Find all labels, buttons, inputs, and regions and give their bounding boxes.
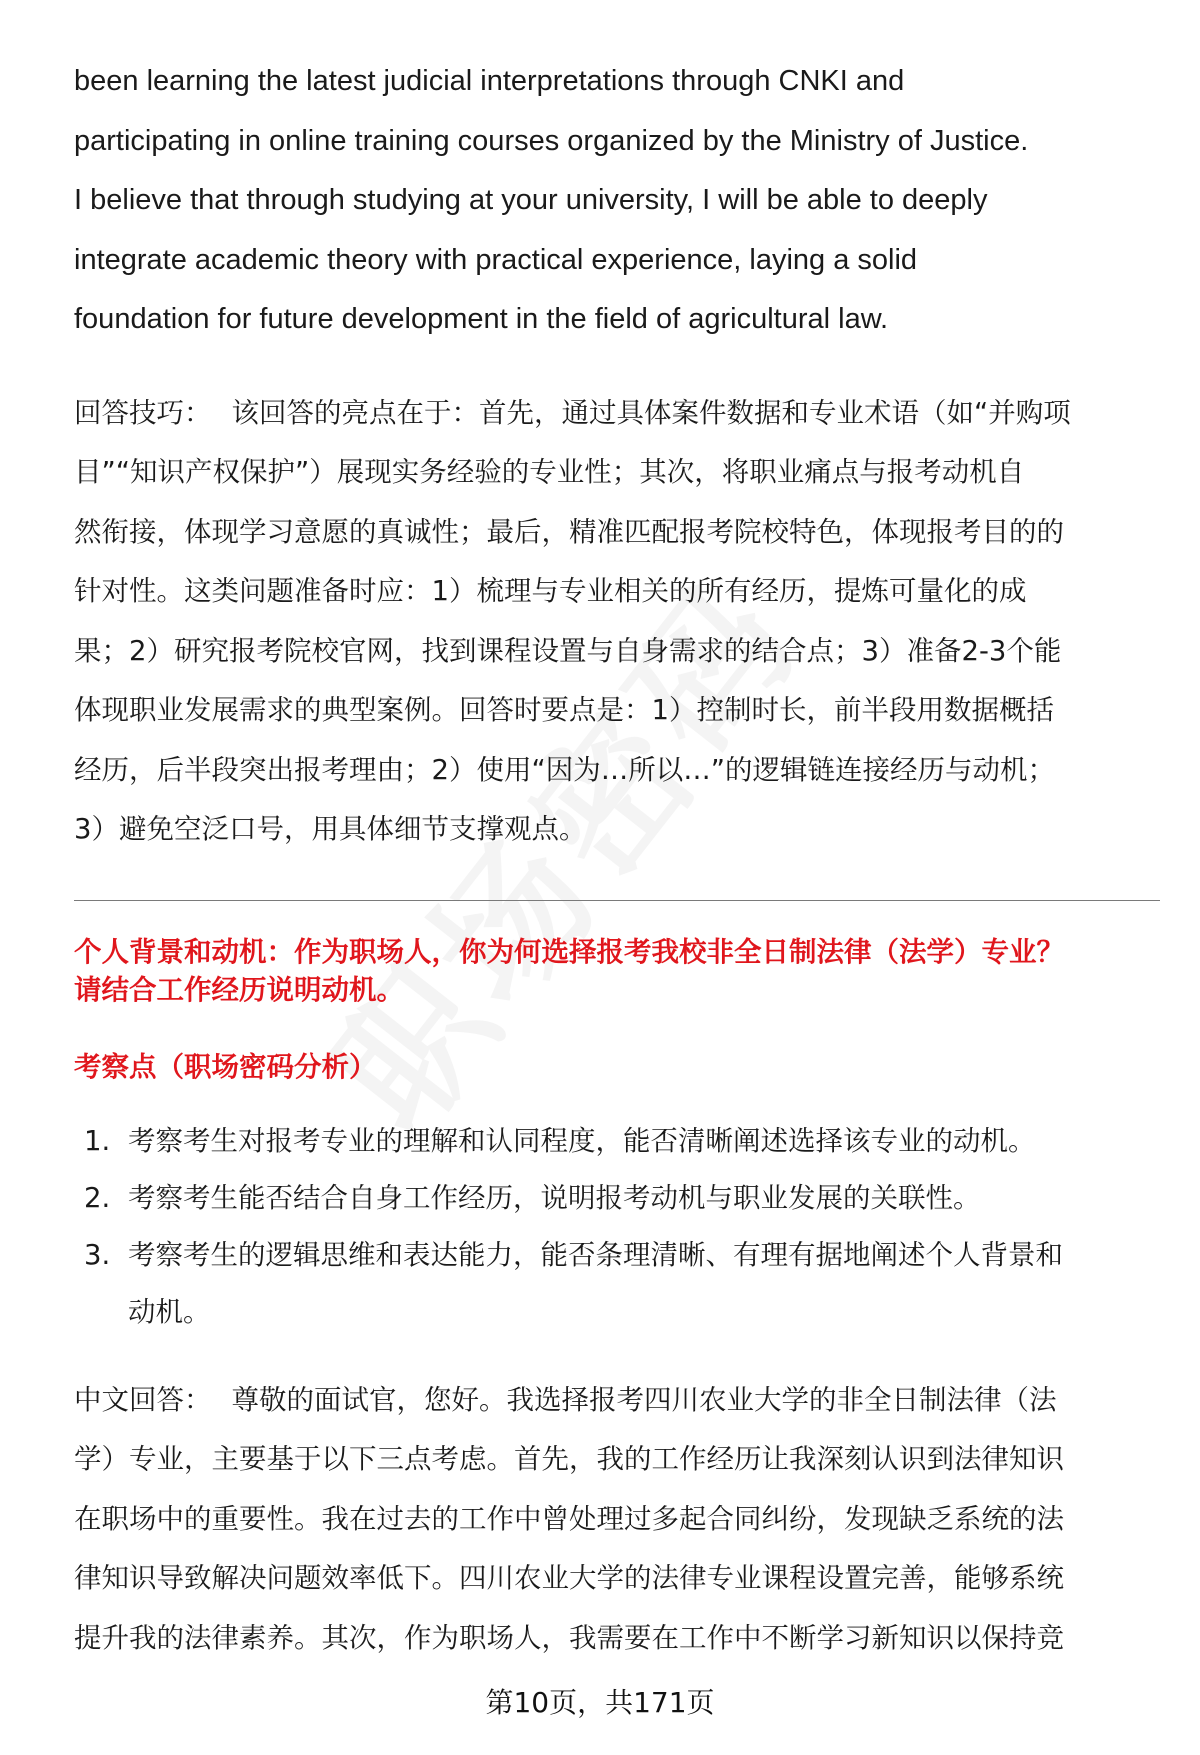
list-number: 3.	[84, 1238, 111, 1271]
intro-line: foundation for future development in the field of agricultural law.	[74, 303, 889, 335]
tip-line: 经历，后半段突出报考理由；2）使用“因为…所以…”的逻辑链连接经历与动机；	[74, 753, 1055, 786]
document-page	[74, 52, 1160, 1668]
question-heading	[74, 933, 1160, 1009]
answer-label: 中文回答：	[74, 1383, 212, 1416]
intro-line: integrate academic theory with practical experience, laying a solid	[74, 243, 918, 276]
answer-line	[74, 1371, 1160, 1431]
intro-line: I believe that through studying at your university, I will be able to deeply	[74, 184, 988, 216]
chinese-answer-paragraph	[74, 1371, 1160, 1669]
page-number: 第10页，共171页	[485, 1686, 715, 1719]
answer-tip-paragraph	[74, 384, 1160, 860]
list-item	[74, 1113, 1160, 1170]
tip-text: 该回答的亮点在于：首先，通过具体案件数据和专业术语（如“并购项	[231, 396, 1071, 429]
list-item	[74, 1227, 1160, 1341]
tip-line: 针对性。这类问题准备时应：1）梳理与专业相关的所有经历，提炼可量化的成	[74, 575, 1027, 607]
tip-label: 回答技巧：	[74, 396, 212, 429]
list-number: 1.	[84, 1124, 111, 1157]
intro-paragraph	[74, 52, 1160, 350]
answer-line: 学）专业，主要基于以下三点考虑。首先，我的工作经历让我深刻认识到法律知识	[74, 1443, 1064, 1475]
question-line: 个人背景和动机：作为职场人，你为何选择报考我校非全日制法律（法学）专业？	[74, 935, 1064, 968]
intro-line: participating in online training courses organized by the Ministry of Justice.	[74, 124, 1029, 157]
tip-line	[74, 384, 1160, 444]
question-line: 请结合工作经历说明动机。	[74, 973, 404, 1006]
answer-text: 尊敬的面试官，您好。我选择报考四川农业大学的非全日制法律（法	[231, 1383, 1057, 1416]
list-item-text: 考察考生对报考专业的理解和认同程度，能否清晰阐述选择该专业的动机。	[128, 1124, 1036, 1157]
analysis-list	[74, 1113, 1160, 1341]
list-number: 2.	[84, 1181, 111, 1214]
tip-line: 体现职业发展需求的典型案例。回答时要点是：1）控制时长，前半段用数据概括	[74, 694, 1054, 726]
intro-line: been learning the latest judicial interpretations through CNKI and	[74, 65, 905, 97]
answer-line: 提升我的法律素养。其次，作为职场人，我需要在工作中不断学习新知识以保持竞	[74, 1621, 1064, 1654]
list-item-text: 考察考生能否结合自身工作经历，说明报考动机与职业发展的关联性。	[128, 1181, 981, 1214]
list-item-text: 考察考生的逻辑思维和表达能力，能否条理清晰、有理有据地阐述个人背景和	[128, 1238, 1063, 1271]
answer-line: 在职场中的重要性。我在过去的工作中曾处理过多起合同纠纷，发现缺乏系统的法	[74, 1502, 1064, 1535]
analysis-heading: 考察点（职场密码分析）	[74, 1050, 377, 1083]
tip-line: 然衔接，体现学习意愿的真诚性；最后，精准匹配报考院校特色，体现报考目的的	[74, 515, 1064, 548]
tip-line: 果；2）研究报考院校官网，找到课程设置与自身需求的结合点；3）准备2-3个能	[74, 634, 1062, 667]
tip-line: 目”“知识产权保护”）展现实务经验的专业性；其次，将职业痛点与报考动机自	[74, 456, 1025, 488]
answer-line: 律知识导致解决问题效率低下。四川农业大学的法律专业课程设置完善，能够系统	[74, 1562, 1064, 1594]
list-item-text: 动机。	[128, 1295, 211, 1328]
section-divider	[74, 900, 1160, 901]
tip-line: 3）避免空泛口号，用具体细节支撑观点。	[74, 813, 587, 845]
list-item	[74, 1170, 1160, 1227]
